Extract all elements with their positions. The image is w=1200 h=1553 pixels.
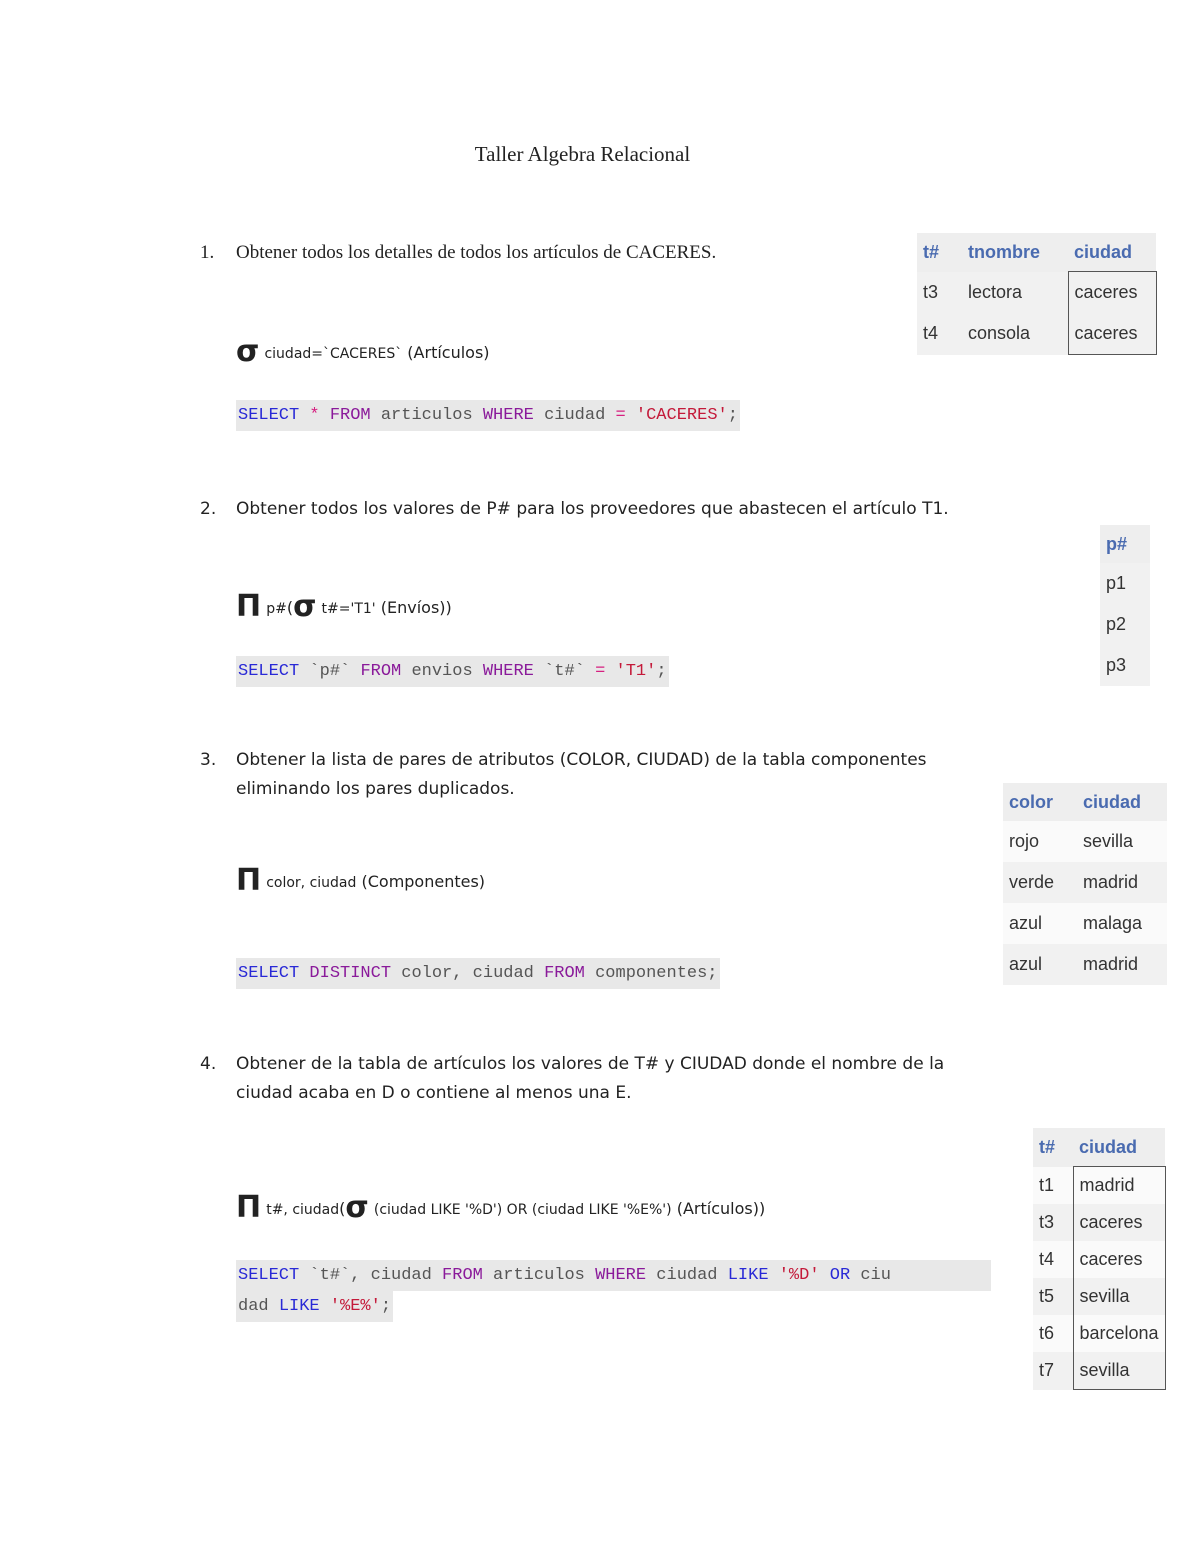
table-cell: p3 bbox=[1100, 645, 1150, 686]
table-cell: barcelona bbox=[1073, 1315, 1165, 1352]
table-row bbox=[1033, 1278, 1165, 1315]
sql-text bbox=[320, 1297, 330, 1316]
table-header: t# bbox=[917, 233, 962, 272]
question-3 bbox=[200, 746, 927, 804]
table-row bbox=[1003, 821, 1167, 862]
question-4 bbox=[200, 1050, 944, 1108]
sql-query-2 bbox=[236, 656, 669, 687]
table-cell: t4 bbox=[1033, 1241, 1073, 1278]
sql-text: color, ciudad bbox=[391, 964, 545, 983]
sql-text: `p#` bbox=[299, 662, 361, 681]
sql-text bbox=[769, 1266, 779, 1285]
sql-operator: = bbox=[615, 406, 626, 425]
result-table-2 bbox=[1100, 525, 1150, 686]
table-cell: madrid bbox=[1077, 944, 1167, 985]
table-row bbox=[1033, 1167, 1165, 1205]
result-table-3 bbox=[1003, 783, 1167, 985]
table-cell: caceres bbox=[1073, 1241, 1165, 1278]
sql-keyword: SELECT bbox=[238, 406, 300, 425]
sql-keyword: WHERE bbox=[482, 406, 534, 425]
question-text-line: ciudad acaba en D o contiene al menos una E. bbox=[236, 1083, 632, 1103]
algebra-relation: (Artículos) bbox=[407, 343, 490, 362]
sql-keyword: FROM bbox=[329, 406, 371, 425]
table-header: p# bbox=[1100, 525, 1150, 563]
sql-keyword: SELECT bbox=[238, 964, 300, 983]
table-cell: verde bbox=[1003, 862, 1077, 903]
sql-string: '%E%' bbox=[329, 1297, 381, 1316]
sql-keyword: LIKE bbox=[278, 1297, 320, 1316]
pi-symbol: Π bbox=[236, 863, 262, 898]
question-number: 4. bbox=[200, 1054, 217, 1074]
table-row bbox=[917, 313, 1156, 355]
table-row bbox=[1033, 1241, 1165, 1278]
question-2 bbox=[200, 495, 949, 524]
table-cell: t5 bbox=[1033, 1278, 1073, 1315]
algebra-condition: ciudad=`CACERES` bbox=[264, 346, 403, 362]
algebra-expression-3 bbox=[236, 863, 485, 898]
table-cell: caceres bbox=[1073, 1204, 1165, 1241]
sigma-symbol: σ bbox=[236, 334, 260, 369]
question-text: Obtener todos los valores de P# para los proveedores que abastecen el artículo T1. bbox=[236, 499, 949, 519]
question-text bbox=[236, 1050, 944, 1108]
algebra-condition: (ciudad LIKE '%D') OR (ciudad LIKE '%E%') bbox=[373, 1202, 672, 1218]
table-cell: t3 bbox=[1033, 1204, 1073, 1241]
table-header: color bbox=[1003, 783, 1077, 821]
table-header: tnombre bbox=[962, 233, 1068, 272]
sigma-symbol: σ bbox=[345, 1190, 369, 1225]
table-cell: sevilla bbox=[1073, 1278, 1165, 1315]
sql-operator: = bbox=[595, 662, 606, 681]
sql-keyword: OR bbox=[829, 1266, 851, 1285]
sql-text bbox=[820, 1266, 830, 1285]
table-cell: azul bbox=[1003, 944, 1077, 985]
question-text: Obtener todos los detalles de todos los artículos de CACERES. bbox=[236, 242, 717, 263]
sql-text: envios bbox=[401, 662, 483, 681]
table-cell: caceres bbox=[1068, 272, 1156, 314]
table-row bbox=[1100, 604, 1150, 645]
question-number: 2. bbox=[200, 499, 217, 519]
sql-text: ; bbox=[656, 662, 667, 681]
table-row bbox=[1003, 862, 1167, 903]
table-row bbox=[1033, 1315, 1165, 1352]
sql-query-3 bbox=[236, 958, 720, 989]
sql-keyword: FROM bbox=[442, 1266, 483, 1285]
table-header: ciudad bbox=[1073, 1128, 1165, 1167]
sql-text bbox=[299, 964, 309, 983]
question-text-line: Obtener la lista de pares de atributos (COLOR, CIUDAD) de la tabla componentes bbox=[236, 750, 927, 770]
algebra-paren: ( bbox=[286, 598, 294, 617]
question-number: 1. bbox=[200, 242, 215, 263]
sql-keyword: FROM bbox=[360, 662, 402, 681]
sql-string: 'T1' bbox=[615, 662, 657, 681]
algebra-relation: (Envíos)) bbox=[380, 598, 452, 617]
sql-text: ciudad bbox=[533, 406, 616, 425]
table-cell: rojo bbox=[1003, 821, 1077, 862]
question-number: 3. bbox=[200, 750, 217, 770]
sql-string: '%D' bbox=[778, 1266, 820, 1285]
sql-text bbox=[299, 406, 309, 425]
algebra-projection: p# bbox=[266, 601, 287, 617]
sql-text: ciudad bbox=[646, 1266, 728, 1285]
table-cell: t3 bbox=[917, 272, 962, 314]
table-row bbox=[1033, 1204, 1165, 1241]
result-table-1 bbox=[917, 233, 1157, 355]
algebra-expression-2 bbox=[236, 589, 452, 624]
question-text-line: eliminando los pares duplicados. bbox=[236, 779, 515, 799]
table-cell: sevilla bbox=[1077, 821, 1167, 862]
sql-string: 'CACERES' bbox=[635, 406, 728, 425]
table-cell: t1 bbox=[1033, 1167, 1073, 1205]
table-cell: consola bbox=[962, 313, 1068, 355]
table-header: ciudad bbox=[1068, 233, 1156, 272]
table-cell: madrid bbox=[1073, 1167, 1165, 1205]
sql-keyword: FROM bbox=[544, 964, 585, 983]
table-cell: malaga bbox=[1077, 903, 1167, 944]
table-row bbox=[1003, 903, 1167, 944]
sql-text: dad bbox=[238, 1297, 279, 1316]
question-1 bbox=[200, 238, 716, 267]
sql-keyword: WHERE bbox=[482, 662, 534, 681]
algebra-relation: (Componentes) bbox=[361, 872, 486, 891]
table-cell: t7 bbox=[1033, 1352, 1073, 1390]
sql-keyword: DISTINCT bbox=[309, 964, 392, 983]
algebra-relation: (Artículos)) bbox=[676, 1199, 766, 1218]
table-cell: madrid bbox=[1077, 862, 1167, 903]
algebra-paren: ( bbox=[339, 1199, 346, 1218]
sql-text: ciu bbox=[850, 1266, 891, 1285]
table-cell: sevilla bbox=[1073, 1352, 1165, 1390]
sql-keyword: SELECT bbox=[238, 662, 300, 681]
sql-keyword: SELECT bbox=[238, 1266, 300, 1285]
algebra-condition: t#='T1' bbox=[321, 601, 376, 617]
table-cell: lectora bbox=[962, 272, 1068, 314]
table-cell: caceres bbox=[1068, 313, 1156, 355]
algebra-expression-4 bbox=[236, 1190, 765, 1225]
sql-text: `t#` bbox=[533, 662, 596, 681]
pi-symbol: Π bbox=[236, 589, 262, 624]
sql-query-4 bbox=[236, 1260, 991, 1291]
sql-query-4-continued bbox=[236, 1291, 393, 1322]
question-text-line: Obtener de la tabla de artículos los valores de T# y CIUDAD donde el nombre de la bbox=[236, 1054, 945, 1074]
page-title: Taller Algebra Relacional bbox=[474, 142, 691, 166]
sql-text: ; bbox=[380, 1297, 392, 1316]
sql-text: ; bbox=[727, 406, 738, 425]
table-row bbox=[1003, 944, 1167, 985]
sql-text bbox=[320, 406, 330, 425]
algebra-expression-1 bbox=[236, 334, 490, 369]
question-text bbox=[236, 746, 927, 804]
sigma-symbol: σ bbox=[293, 589, 317, 624]
sql-text bbox=[605, 662, 615, 681]
table-cell: p2 bbox=[1100, 604, 1150, 645]
result-table-4 bbox=[1033, 1128, 1166, 1390]
table-header: ciudad bbox=[1077, 783, 1167, 821]
algebra-projection: t#, ciudad bbox=[266, 1202, 340, 1218]
sql-text: articulos bbox=[370, 406, 483, 425]
sql-text: articulos bbox=[482, 1266, 596, 1285]
sql-text: componentes; bbox=[584, 964, 718, 983]
sql-text bbox=[626, 406, 636, 425]
table-row bbox=[1100, 645, 1150, 686]
sql-query-1 bbox=[236, 400, 740, 431]
table-cell: t6 bbox=[1033, 1315, 1073, 1352]
table-cell: t4 bbox=[917, 313, 962, 355]
algebra-projection: color, ciudad bbox=[266, 875, 357, 891]
table-row bbox=[1033, 1352, 1165, 1390]
table-cell: azul bbox=[1003, 903, 1077, 944]
sql-text: `t#`, ciudad bbox=[299, 1266, 443, 1285]
table-header: t# bbox=[1033, 1128, 1073, 1167]
sql-keyword: LIKE bbox=[727, 1266, 769, 1285]
table-row bbox=[917, 272, 1156, 314]
sql-operator: * bbox=[309, 406, 320, 425]
pi-symbol: Π bbox=[236, 1190, 262, 1225]
table-cell: p1 bbox=[1100, 563, 1150, 604]
sql-keyword: WHERE bbox=[595, 1266, 647, 1285]
table-row bbox=[1100, 563, 1150, 604]
